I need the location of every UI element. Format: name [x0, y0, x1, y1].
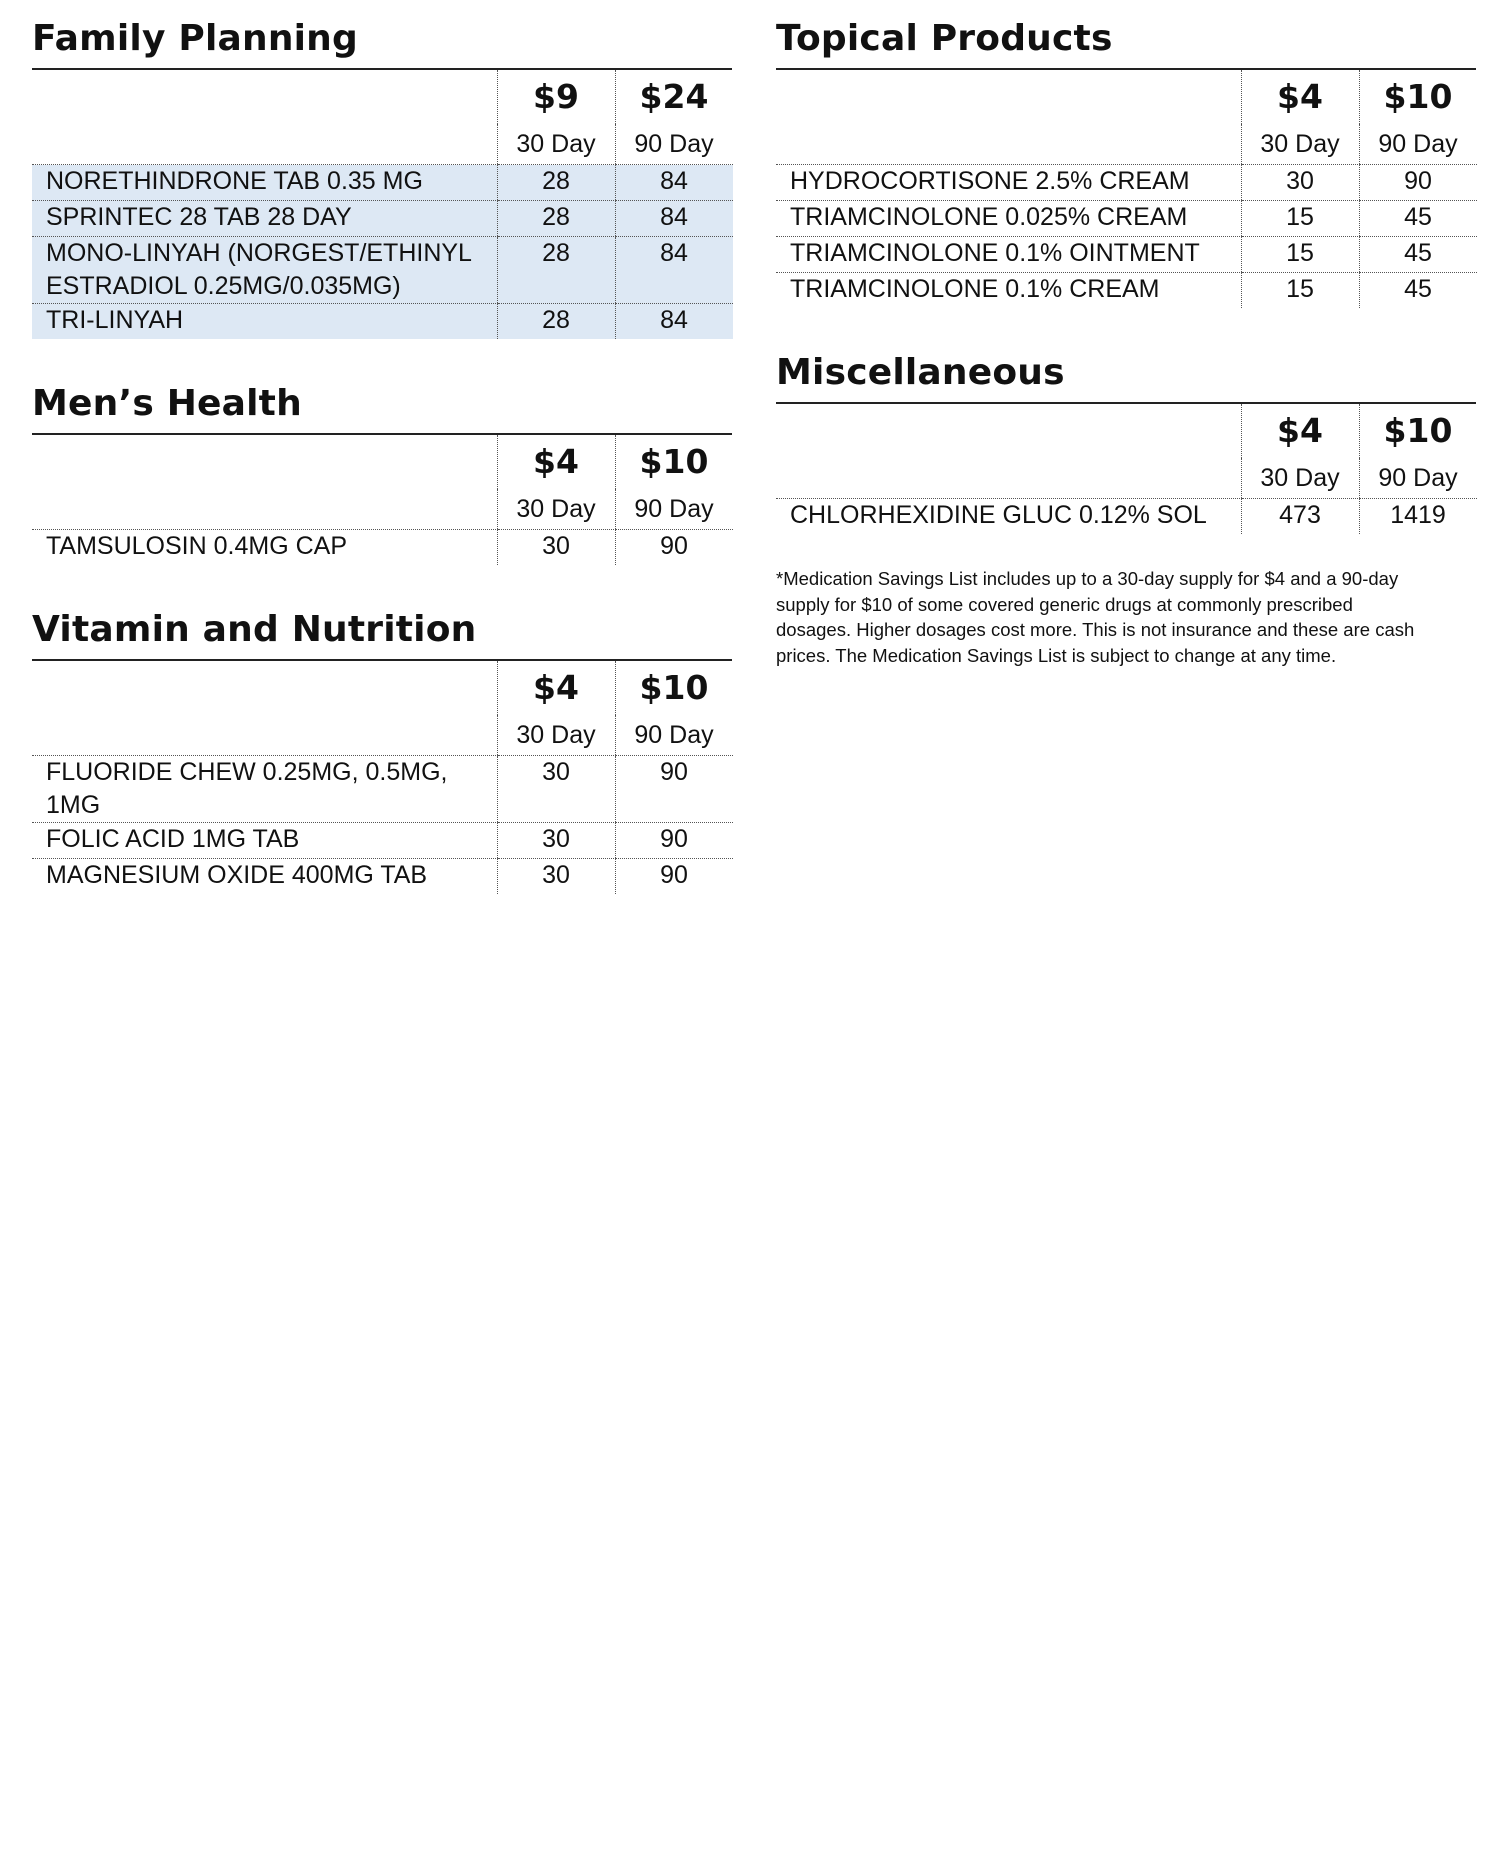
- price-90-day: $24: [615, 70, 733, 124]
- qty-30: 30: [1241, 165, 1359, 201]
- period-30-day: 30 Day: [497, 489, 615, 530]
- drug-name: MONO-LINYAH (NORGEST/ETHINYL ESTRADIOL 0.25MG/0.035MG): [32, 237, 497, 304]
- price-table: [32, 661, 733, 894]
- period-30-day: 30 Day: [1241, 124, 1359, 165]
- left-column: [32, 14, 732, 934]
- price-30-day: $4: [1241, 404, 1359, 458]
- section-miscellaneous: [776, 348, 1476, 668]
- table-row: [32, 823, 733, 859]
- drug-name: NORETHINDRONE TAB 0.35 MG: [32, 165, 497, 201]
- price-90-day: $10: [615, 435, 733, 489]
- qty-90: 90: [1359, 165, 1477, 201]
- qty-90: 90: [615, 859, 733, 895]
- section-title: Miscellaneous: [776, 348, 1476, 404]
- drug-name: FOLIC ACID 1MG TAB: [32, 823, 497, 859]
- drug-name: FLUORIDE CHEW 0.25MG, 0.5MG, 1MG: [32, 756, 497, 823]
- price-30-day: $4: [1241, 70, 1359, 124]
- period-90-day: 90 Day: [615, 124, 733, 165]
- drug-name: TRIAMCINOLONE 0.1% CREAM: [790, 275, 1160, 303]
- section-title: Vitamin and Nutrition: [32, 605, 732, 661]
- qty-30: 15: [1241, 201, 1359, 237]
- footnote: *Medication Savings List includes up to a 30-day supply for $4 and a 90-day supply for $10 of some covered generic drugs at commonly prescribed dosages. Higher dosages cost more. This is not insurance and these are cash prices. The Medication Savings List is subject to change at any time.: [776, 568, 1415, 666]
- period-90-day: 90 Day: [615, 489, 733, 530]
- qty-30: 28: [497, 304, 615, 340]
- qty-30: 28: [497, 237, 615, 304]
- qty-90: 84: [615, 201, 733, 237]
- period-header-row: [776, 124, 1477, 165]
- section-topical-products: [776, 14, 1476, 308]
- period-90-day: 90 Day: [1359, 124, 1477, 165]
- price-30-day: $4: [497, 435, 615, 489]
- table-row: [776, 499, 1477, 535]
- price-header-row: [32, 70, 733, 124]
- table-row: [32, 859, 733, 895]
- period-30-day: 30 Day: [497, 124, 615, 165]
- period-header-row: [776, 458, 1477, 499]
- drug-name: SPRINTEC 28 TAB 28 DAY: [32, 201, 497, 237]
- qty-30: 15: [1241, 273, 1359, 309]
- table-row: [776, 237, 1477, 273]
- price-90-day: $10: [1359, 404, 1477, 458]
- period-90-day: 90 Day: [615, 715, 733, 756]
- qty-30: 30: [497, 530, 615, 566]
- section-family-planning: [32, 14, 732, 339]
- qty-30: 30: [497, 859, 615, 895]
- period-header-row: [32, 715, 733, 756]
- drug-name: TRIAMCINOLONE 0.1% OINTMENT: [776, 237, 1241, 273]
- qty-90: 1419: [1359, 499, 1477, 535]
- period-header-row: [32, 489, 733, 530]
- right-column: [776, 14, 1476, 708]
- qty-90: 45: [1359, 237, 1477, 273]
- section-title: Topical Products: [776, 14, 1476, 70]
- qty-30: 30: [497, 823, 615, 859]
- price-header-row: [776, 70, 1477, 124]
- period-header-row: [32, 124, 733, 165]
- period-30-day: 30 Day: [497, 715, 615, 756]
- price-header-row: [776, 404, 1477, 458]
- qty-90: 84: [615, 237, 733, 304]
- drug-name: CHLORHEXIDINE GLUC 0.12% SOL: [790, 501, 1207, 529]
- period-90-day: 90 Day: [1359, 458, 1477, 499]
- price-table: [32, 435, 733, 565]
- table-row: [32, 165, 733, 201]
- price-30-day: $9: [497, 70, 615, 124]
- qty-30: 28: [497, 165, 615, 201]
- drug-name: HYDROCORTISONE 2.5% CREAM: [776, 165, 1241, 201]
- table-row: [776, 201, 1477, 237]
- section-mens-health: [32, 379, 732, 565]
- price-30-day: $4: [497, 661, 615, 715]
- section-title: Family Planning: [32, 14, 732, 70]
- qty-30: 28: [497, 201, 615, 237]
- qty-90: 90: [615, 530, 733, 566]
- price-table: [776, 404, 1477, 534]
- qty-90: 90: [615, 823, 733, 859]
- qty-30: 15: [1241, 237, 1359, 273]
- qty-30: 473: [1241, 499, 1359, 535]
- price-table: [32, 70, 733, 339]
- table-row: [776, 165, 1477, 201]
- table-row: [32, 756, 733, 823]
- qty-90: 90: [615, 756, 733, 823]
- qty-90: 84: [615, 304, 733, 340]
- drug-name: TRI-LINYAH: [32, 304, 497, 340]
- price-90-day: $10: [615, 661, 733, 715]
- drug-name: TRIAMCINOLONE 0.025% CREAM: [776, 201, 1241, 237]
- table-row: [776, 273, 1477, 309]
- drug-name: MAGNESIUM OXIDE 400MG TAB: [46, 861, 428, 889]
- drug-name: TAMSULOSIN 0.4MG CAP: [46, 532, 347, 560]
- period-30-day: 30 Day: [1241, 458, 1359, 499]
- price-table: [776, 70, 1477, 308]
- qty-90: 84: [615, 165, 733, 201]
- price-90-day: $10: [1359, 70, 1477, 124]
- qty-30: 30: [497, 756, 615, 823]
- section-vitamin-nutrition: [32, 605, 732, 894]
- table-row: [32, 201, 733, 237]
- price-header-row: [32, 661, 733, 715]
- section-title: Men’s Health: [32, 379, 732, 435]
- qty-90: 45: [1359, 201, 1477, 237]
- table-row: [32, 237, 733, 304]
- qty-90: 45: [1359, 273, 1477, 309]
- table-row: [32, 304, 733, 340]
- table-row: [32, 530, 733, 566]
- price-header-row: [32, 435, 733, 489]
